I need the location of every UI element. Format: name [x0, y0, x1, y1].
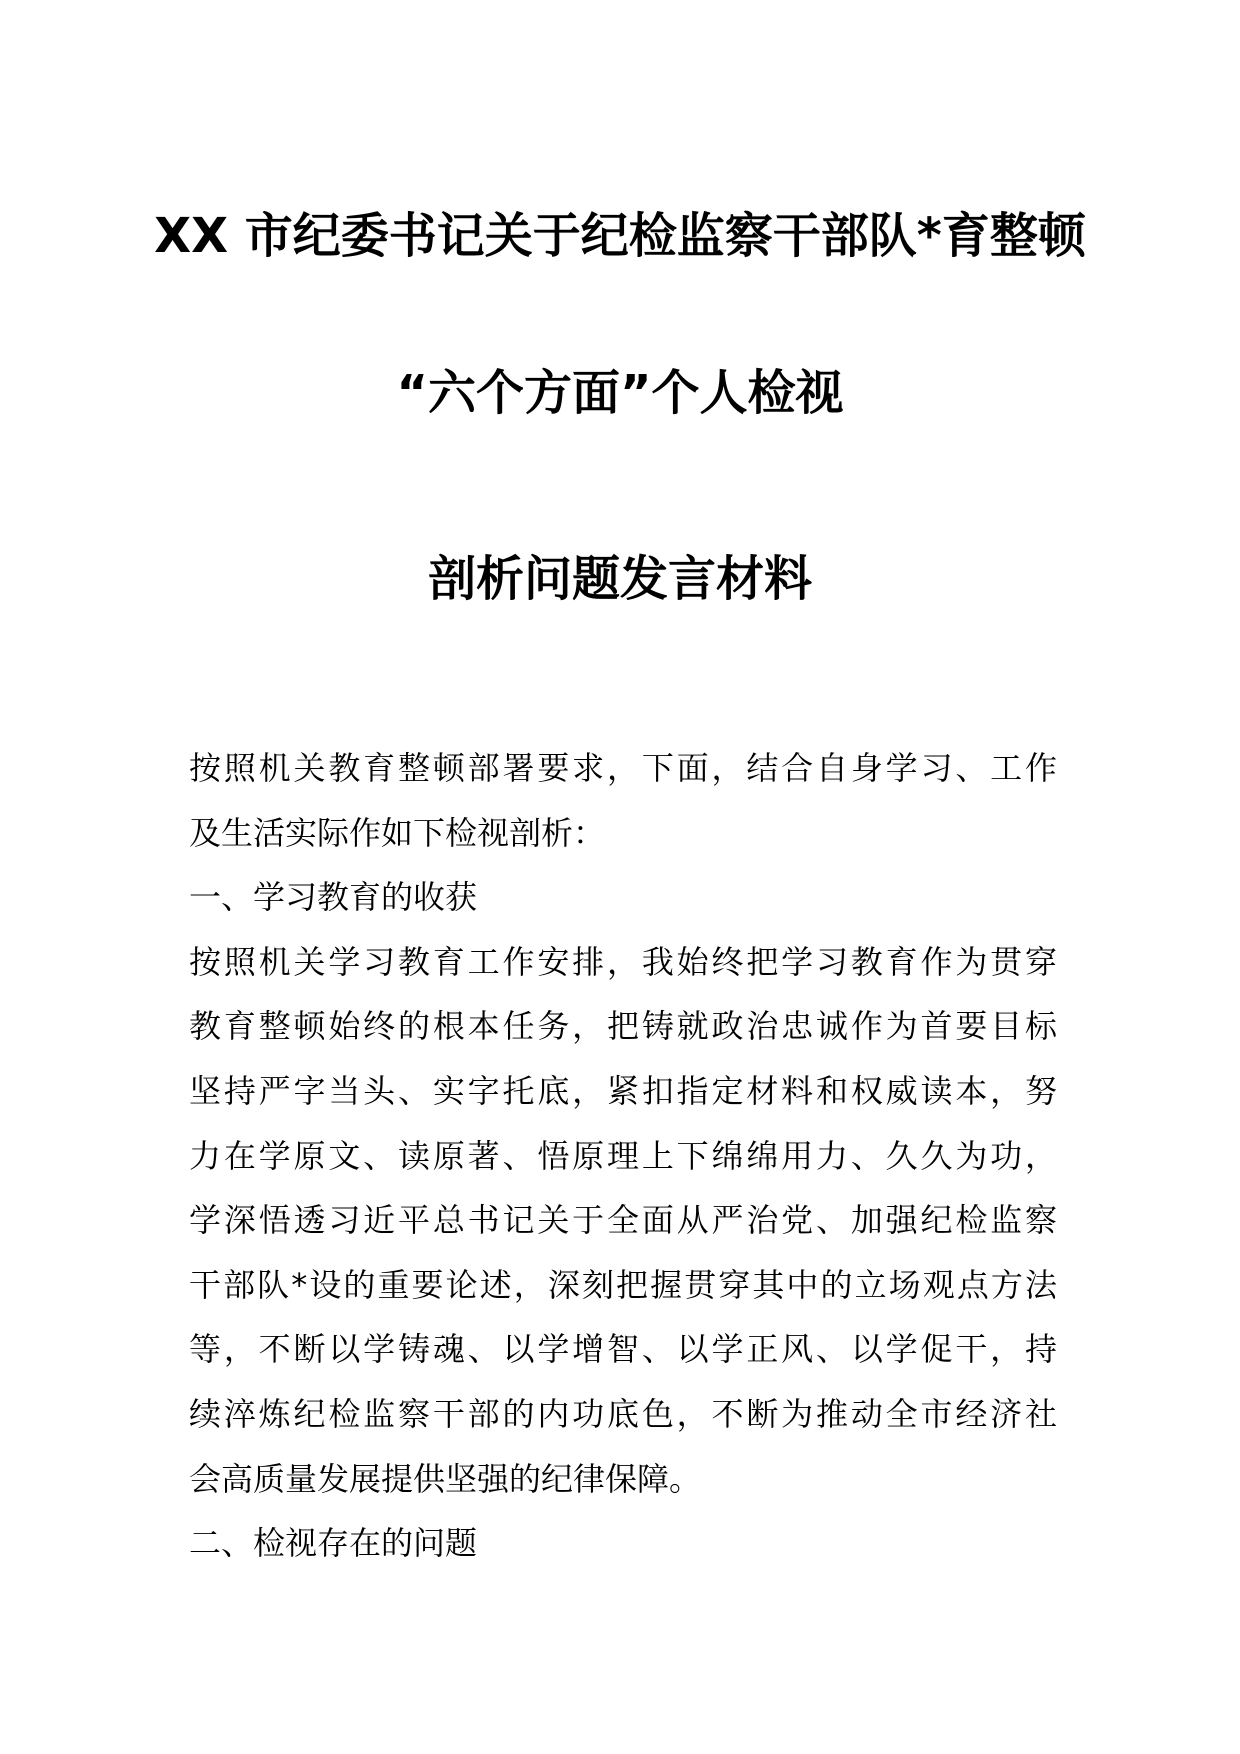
body-line: 等，不断以学铸魂、以学增智、以学正风、以学促干，持: [189, 1330, 1057, 1369]
body-line: 干部队*设的重要论述，深刻把握贯穿其中的立场观点方法: [189, 1265, 1057, 1304]
body-line: 坚持严字当头、实字托底，紧扣指定材料和权威读本，努: [189, 1071, 1057, 1110]
section-heading-2: 二、检视存在的问题: [189, 1524, 478, 1563]
section-heading-1: 一、学习教育的收获: [189, 878, 478, 917]
body-line: 及生活实际作如下检视剖析：: [189, 813, 606, 852]
body-line: 续淬炼纪检监察干部的内功底色，不断为推动全市经济社: [189, 1394, 1057, 1433]
body-line: 按照机关学习教育工作安排，我始终把学习教育作为贯穿: [189, 942, 1057, 981]
document-body: [189, 736, 1057, 1576]
body-line: 学深悟透习近平总书记关于全面从严治党、加强纪检监察: [189, 1201, 1057, 1240]
body-line: 教育整顿始终的根本任务，把铸就政治忠诚作为首要目标: [189, 1007, 1057, 1046]
body-line: 按照机关教育整顿部署要求，下面，结合自身学习、工作: [189, 749, 1057, 787]
document-title-line-1: XX 市纪委书记关于纪检监察干部队*育整顿: [154, 208, 1086, 264]
body-line: 力在学原文、读原著、悟原理上下绵绵用力、久久为功，: [189, 1136, 1057, 1175]
document-title-line-3: 剖析问题发言材料: [427, 551, 812, 607]
body-line: 会高质量发展提供坚强的纪律保障。: [189, 1459, 702, 1498]
document-title-line-2: “六个方面”个人检视: [396, 365, 844, 421]
